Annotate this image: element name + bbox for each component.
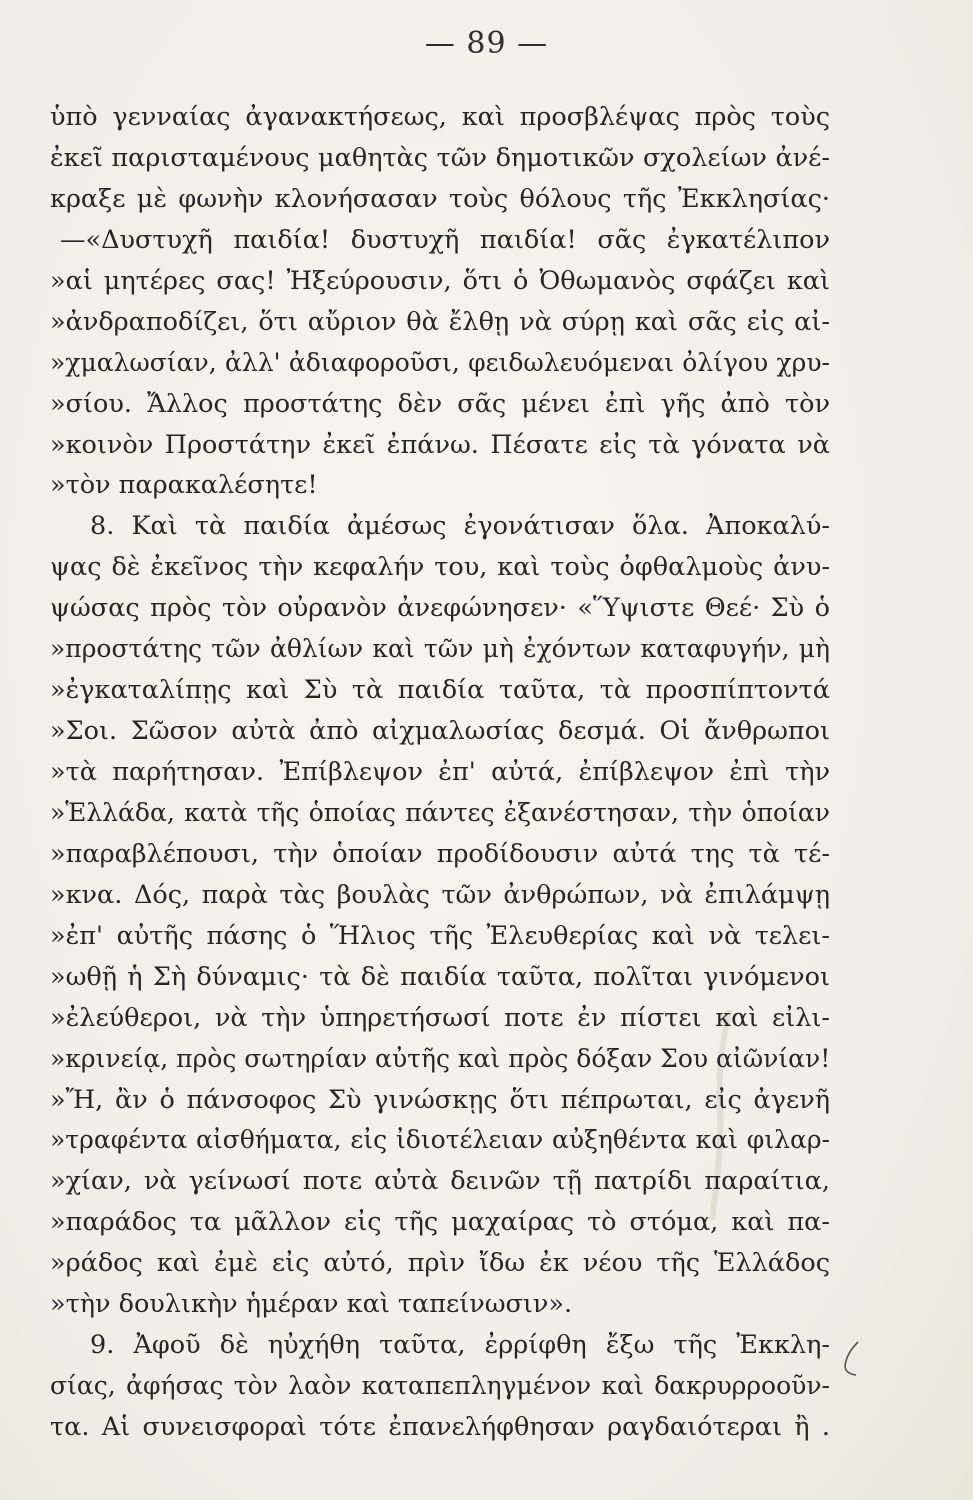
margin-pencil-mark xyxy=(842,1340,862,1378)
text-line: —«Δυστυχῆ παιδία! δυστυχῆ παιδία! σᾶς ἐγκατέλιπον xyxy=(60,224,830,255)
text-line: »χμαλωσίαν, ἀλλ' ἀδιαφοροῦσι, φειδωλευόμεναι ὀλίγου χρυ- xyxy=(50,347,830,377)
text-line: »ράδος καὶ ἐμὲ εἰς αὐτό, πρὶν ἴδω ἐκ νέου τῆς Ἑλλάδος xyxy=(50,1248,830,1279)
text-line: »αἱ μητέρες σας! Ἠξεύρουσιν, ὅτι ὁ Ὀθωμανὸς σφάζει καὶ xyxy=(50,265,830,296)
text-line: »Ἑλλάδα, κατὰ τῆς ὁποίας πάντες ἐξανέστησαν, τὴν ὁποίαν xyxy=(50,797,830,827)
paragraph-start-8: 8. Καὶ τὰ παιδία ἀμέσως ἐγονάτισαν ὅλα. Ἀποκαλύ- xyxy=(90,511,830,542)
text-line: »παράδος τα μᾶλλον εἰς τῆς μαχαίρας τὸ στόμα, καὶ πα- xyxy=(50,1207,830,1238)
text-line: ψώσας πρὸς τὸν οὐρανὸν ἀνεφώνησεν· «Ὕψιστε Θεέ· Σὺ ὁ xyxy=(50,593,830,624)
text-line: τα. Αἱ συνεισφοραὶ τότε ἐπανελήφθησαν ραγδαιότεραι ἢ . xyxy=(50,1412,830,1442)
text-line: κραξε μὲ φωνὴν κλονήσασαν τοὺς θόλους τῆς Ἐκκλησίας· xyxy=(50,183,830,214)
text-line: »τὸν παρακαλέσητε! xyxy=(50,470,318,501)
text-line: »Σοι. Σῶσον αὐτὰ ἀπὸ αἰχμαλωσίας δεσμά. Οἱ ἄνθρωποι xyxy=(50,716,830,747)
text-line: »παραβλέπουσι, τὴν ὁποίαν προδίδουσιν αὐτά της τὰ τέ- xyxy=(50,838,830,869)
text-line: »προστάτης τῶν ἀθλίων καὶ τῶν μὴ ἐχόντων καταφυγήν, μὴ xyxy=(50,634,830,664)
text-line: »ἐγκαταλίπῃς καὶ Σὺ τὰ παιδία ταῦτα, τὰ προσπίπτοντά xyxy=(50,675,830,706)
text-line: »κνα. Δός, παρὰ τὰς βουλὰς τῶν ἀνθρώπων, νὰ ἐπιλάμψῃ xyxy=(50,879,830,910)
text-line: σίας, ἀφήσας τὸν λαὸν καταπεπληγμένον καὶ δακρυρροοῦν- xyxy=(50,1371,830,1401)
text-line: ἐκεῖ παρισταμένους μαθητὰς τῶν δημοτικῶν σχολείων ἀνέ- xyxy=(50,142,830,173)
text-line: »ἐπ' αὐτῆς πάσης ὁ Ἥλιος τῆς Ἐλευθερίας καὶ νὰ τελει- xyxy=(50,920,830,951)
text-line: »ἐλεύθεροι, νὰ τὴν ὑπηρετήσωσί ποτε ἐν πίστει καὶ εἰλι- xyxy=(50,1002,830,1033)
paragraph-start-9: 9. Ἀφοῦ δὲ ηὐχήθη ταῦτα, ἐρρίφθη ἔξω τῆς Ἐκκλη- xyxy=(90,1330,830,1361)
text-line: »ωθῇ ἡ Σὴ δύναμις· τὰ δὲ παιδία ταῦτα, πολῖται γινόμενοι xyxy=(50,961,830,992)
text-line: ὑπὸ γενναίας ἀγανακτήσεως, καὶ προσβλέψας πρὸς τοὺς xyxy=(50,102,830,132)
text-line: »τραφέντα αἰσθήματα, εἰς ἰδιοτέλειαν αὐξηθέντα καὶ φιλαρ- xyxy=(50,1125,830,1155)
text-line: »ἀνδραποδίζει, ὅτι αὔριον θὰ ἔλθῃ νὰ σύρῃ καὶ σᾶς εἰς αἰ- xyxy=(50,306,830,337)
text-line: »σίου. Ἄλλος προστάτης δὲν σᾶς μένει ἐπὶ γῆς ἀπὸ τὸν xyxy=(50,388,830,419)
text-line: ψας δὲ ἐκεῖνος τὴν κεφαλήν του, καὶ τοὺς ὀφθαλμοὺς ἀνυ- xyxy=(50,552,830,583)
text-line: »τὴν δουλικὴν ἡμέραν καὶ ταπείνωσιν». xyxy=(50,1289,573,1320)
text-line: »κοινὸν Προστάτην ἐκεῖ ἐπάνω. Πέσατε εἰς τὰ γόνατα νὰ xyxy=(50,429,830,460)
page-number: — 89 — xyxy=(424,26,549,61)
body-text xyxy=(50,97,830,1448)
text-line: »τὰ παρήτησαν. Ἐπίβλεψον ἐπ' αὐτά, ἐπίβλεψον ἐπὶ τὴν xyxy=(50,757,830,787)
text-line: »χίαν, νὰ γείνωσί ποτε αὐτὰ δεινῶν τῇ πατρίδι παραίτια, xyxy=(50,1166,830,1197)
text-line: »Ἤ, ἂν ὁ πάνσοφος Σὺ γινώσκῃς ὅτι πέπρωται, εἰς ἀγενῆ xyxy=(50,1084,830,1115)
text-line: »κρινείᾳ, πρὸς σωτηρίαν αὐτῆς καὶ πρὸς δόξαν Σου αἰῶνίαν! xyxy=(50,1043,831,1073)
